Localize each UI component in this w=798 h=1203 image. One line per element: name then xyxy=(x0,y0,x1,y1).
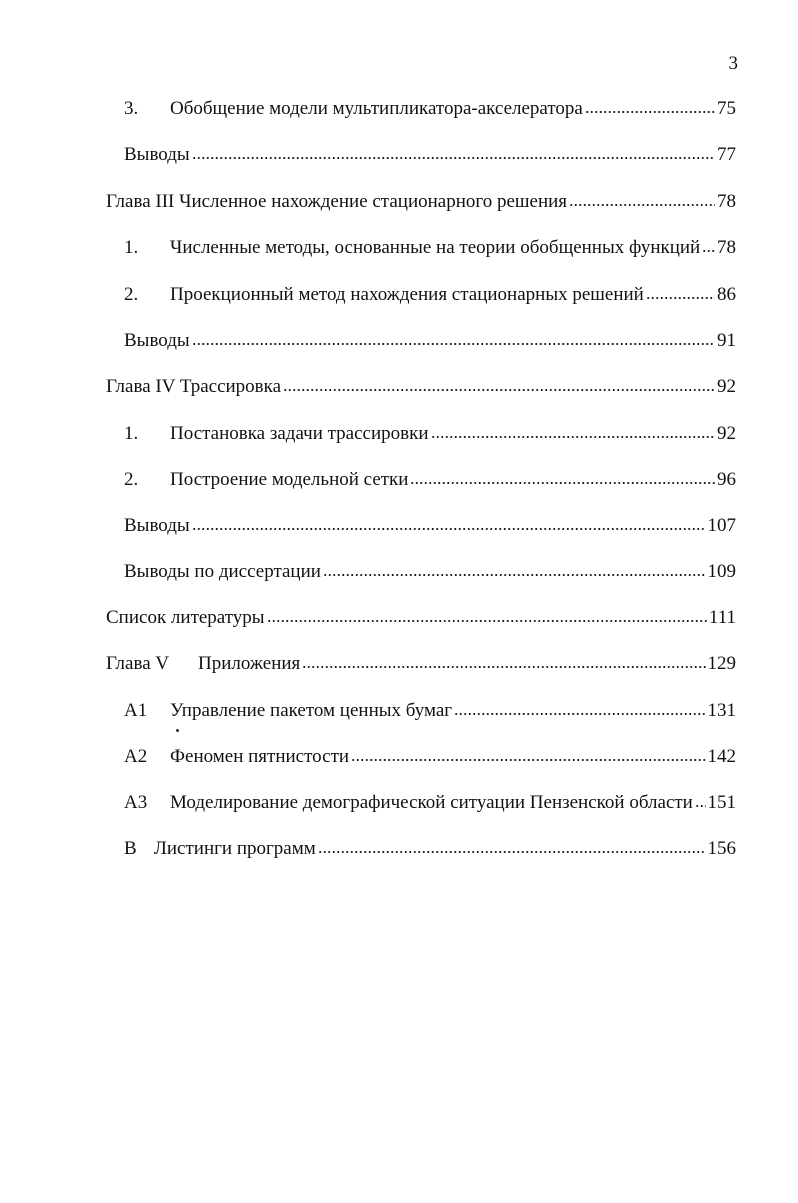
dot-leader xyxy=(267,618,707,623)
toc-entry-page: 91 xyxy=(717,330,736,351)
toc-entry-page: 131 xyxy=(707,700,736,721)
toc-entry-page: 109 xyxy=(707,561,736,582)
toc-entry-number: 3. xyxy=(124,98,139,119)
toc-entry-title: Моделирование демографической ситуации Пензенской области xyxy=(170,792,693,813)
toc-entry[interactable] xyxy=(124,328,736,354)
toc-entry-page: 78 xyxy=(717,237,736,258)
page-number: 3 xyxy=(728,53,738,74)
toc-entry[interactable] xyxy=(124,744,736,770)
toc-entry-title: Выводы xyxy=(124,515,190,536)
toc-entry-number: 1. xyxy=(124,237,139,258)
toc-entry[interactable] xyxy=(124,836,736,862)
toc-entry-page: 92 xyxy=(717,376,736,397)
dot-leader xyxy=(431,434,716,439)
toc-entry[interactable] xyxy=(124,96,736,122)
dot-leader xyxy=(192,526,706,531)
toc-entry-page: 151 xyxy=(707,792,736,813)
toc-entry-title: Список литературы xyxy=(106,607,265,628)
toc-entry-page: 75 xyxy=(717,98,736,119)
toc-entry[interactable] xyxy=(124,698,736,724)
toc-entry-title: Приложения xyxy=(198,653,301,674)
toc-entry-page: 92 xyxy=(717,423,736,444)
toc-entry-number: 2. xyxy=(124,469,139,490)
dot-leader xyxy=(646,295,715,300)
toc-entry-title: Проекционный метод нахождения стационарных решений xyxy=(170,284,644,305)
toc-entry-title: Обобщение модели мультипликатора-акселератора xyxy=(170,98,583,119)
toc-entry-title: Выводы xyxy=(124,144,190,165)
scan-speck xyxy=(176,729,179,732)
toc-entry-title: Построение модельной сетки xyxy=(170,469,409,490)
dot-leader xyxy=(569,202,715,207)
toc-entry[interactable] xyxy=(124,235,736,261)
toc-entry-title: Глава III Численное нахождение стационарного решения xyxy=(106,191,568,212)
dot-leader xyxy=(323,572,706,577)
toc-entry-page: 107 xyxy=(707,515,736,536)
toc-entry[interactable] xyxy=(124,467,736,493)
toc-entry-page: 142 xyxy=(707,746,736,767)
dot-leader xyxy=(695,803,706,808)
toc-entry-page: 78 xyxy=(717,191,736,212)
toc-entry-number: B xyxy=(124,838,137,859)
toc-entry-page: 96 xyxy=(717,469,736,490)
toc-entry-title: Феномен пятнистости xyxy=(170,746,350,767)
toc-entry[interactable] xyxy=(124,282,736,308)
toc-entry[interactable] xyxy=(106,189,736,215)
toc-entry-number: A1 xyxy=(124,700,148,721)
dot-leader xyxy=(702,248,715,253)
toc-entry[interactable] xyxy=(124,559,736,585)
dot-leader xyxy=(585,109,715,114)
dot-leader xyxy=(351,757,705,762)
toc-entry[interactable] xyxy=(106,374,736,400)
toc-entry-number: Глава V xyxy=(106,653,170,674)
toc-entry[interactable] xyxy=(124,142,736,168)
toc-entry-number: 2. xyxy=(124,284,139,305)
toc-entry[interactable] xyxy=(124,513,736,539)
toc-entry-title: Численные методы, основанные на теории обобщенных функций xyxy=(170,237,701,258)
toc-entry[interactable] xyxy=(124,790,736,816)
toc-entry-page: 111 xyxy=(708,607,736,628)
dot-leader xyxy=(192,155,715,160)
toc-entry[interactable] xyxy=(106,651,736,677)
dot-leader xyxy=(410,480,715,485)
toc-entry-page: 86 xyxy=(717,284,736,305)
dot-leader xyxy=(192,341,715,346)
toc-entry-title: Постановка задачи трассировки xyxy=(170,423,429,444)
toc-entry-number: A2 xyxy=(124,746,148,767)
toc-entry-number: 1. xyxy=(124,423,139,444)
toc-entry-page: 129 xyxy=(707,653,736,674)
dot-leader xyxy=(454,711,705,716)
toc-entry[interactable] xyxy=(124,421,736,447)
toc-entry-title: Глава IV Трассировка xyxy=(106,376,282,397)
toc-entry-number: A3 xyxy=(124,792,148,813)
dot-leader xyxy=(302,664,705,669)
toc-entry-title: Выводы по диссертации xyxy=(124,561,321,582)
toc-entry-page: 77 xyxy=(717,144,736,165)
toc-entry-page: 156 xyxy=(707,838,736,859)
dot-leader xyxy=(318,849,706,854)
toc-entry-title: Управление пакетом ценных бумаг xyxy=(170,700,453,721)
toc-entry[interactable] xyxy=(106,605,736,631)
toc-entry-title: Выводы xyxy=(124,330,190,351)
toc-entry-title: Листинги программ xyxy=(154,838,316,859)
dot-leader xyxy=(283,387,715,392)
